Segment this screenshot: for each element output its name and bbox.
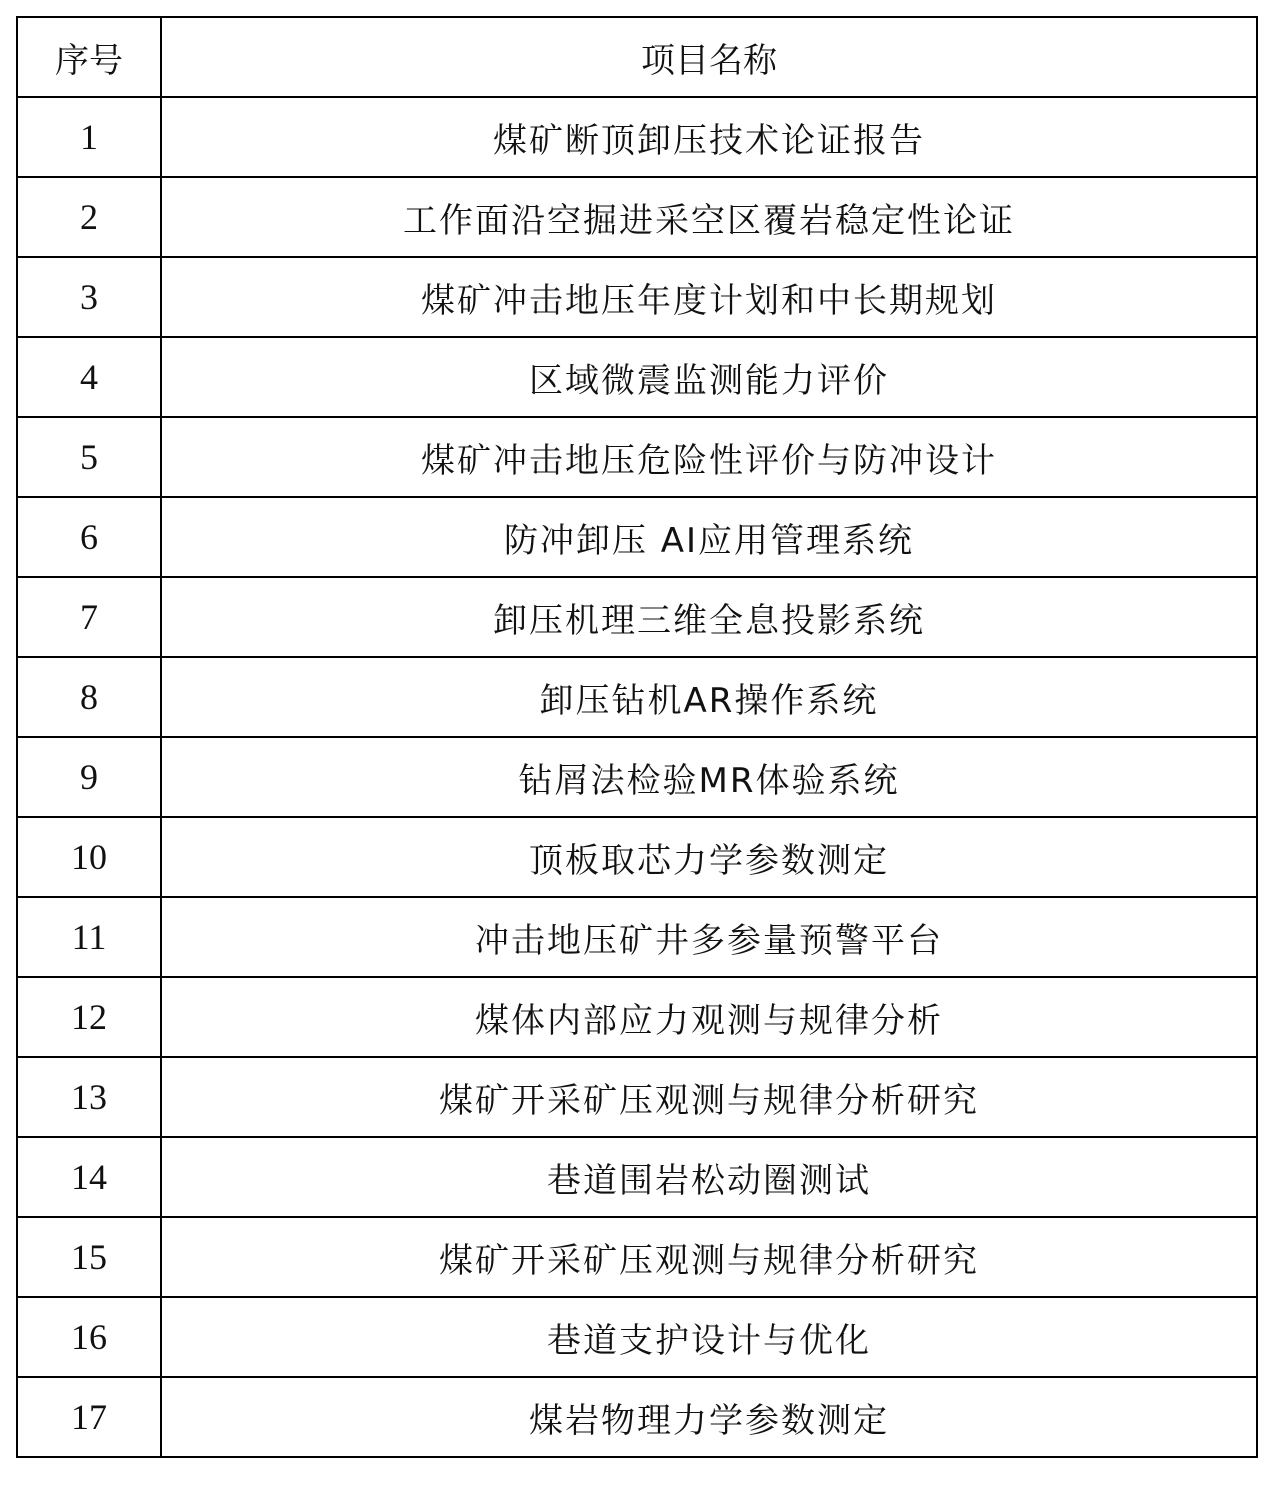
row-name-cell: 煤岩物理力学参数测定 bbox=[161, 1377, 1257, 1457]
table-row bbox=[17, 1297, 1257, 1377]
row-name-cell: 巷道支护设计与优化 bbox=[161, 1297, 1257, 1377]
table-row bbox=[17, 1137, 1257, 1217]
row-index-cell: 16 bbox=[17, 1297, 161, 1377]
row-index-cell: 9 bbox=[17, 737, 161, 817]
row-name-cell: 顶板取芯力学参数测定 bbox=[161, 817, 1257, 897]
header-index: 序号 bbox=[17, 17, 161, 97]
table-row bbox=[17, 737, 1257, 817]
row-name-cell: 工作面沿空掘进采空区覆岩稳定性论证 bbox=[161, 177, 1257, 257]
row-index-cell: 11 bbox=[17, 897, 161, 977]
row-index-cell: 4 bbox=[17, 337, 161, 417]
row-index-cell: 12 bbox=[17, 977, 161, 1057]
row-index-cell: 1 bbox=[17, 97, 161, 177]
row-index-cell: 6 bbox=[17, 497, 161, 577]
row-index-cell: 14 bbox=[17, 1137, 161, 1217]
row-name-cell: 区域微震监测能力评价 bbox=[161, 337, 1257, 417]
table-row bbox=[17, 497, 1257, 577]
row-name-cell: 钻屑法检验MR体验系统 bbox=[161, 737, 1257, 817]
row-index-cell: 5 bbox=[17, 417, 161, 497]
row-index-cell: 8 bbox=[17, 657, 161, 737]
table-row bbox=[17, 177, 1257, 257]
row-name-cell: 煤矿开采矿压观测与规律分析研究 bbox=[161, 1217, 1257, 1297]
table-row bbox=[17, 257, 1257, 337]
row-name-cell: 卸压钻机AR操作系统 bbox=[161, 657, 1257, 737]
table-row bbox=[17, 417, 1257, 497]
row-index-cell: 10 bbox=[17, 817, 161, 897]
header-name: 项目名称 bbox=[161, 17, 1257, 97]
table-row bbox=[17, 337, 1257, 417]
row-name-cell: 煤矿断顶卸压技术论证报告 bbox=[161, 97, 1257, 177]
project-table-container bbox=[16, 16, 1258, 1458]
table-row bbox=[17, 97, 1257, 177]
row-name-cell: 卸压机理三维全息投影系统 bbox=[161, 577, 1257, 657]
table-row bbox=[17, 1377, 1257, 1457]
table-body bbox=[17, 97, 1257, 1457]
table-header-row bbox=[17, 17, 1257, 97]
table-row bbox=[17, 657, 1257, 737]
project-table bbox=[16, 16, 1258, 1458]
row-index-cell: 13 bbox=[17, 1057, 161, 1137]
row-index-cell: 15 bbox=[17, 1217, 161, 1297]
table-row bbox=[17, 577, 1257, 657]
table-row bbox=[17, 1217, 1257, 1297]
row-index-cell: 3 bbox=[17, 257, 161, 337]
table-row bbox=[17, 817, 1257, 897]
row-name-cell: 煤体内部应力观测与规律分析 bbox=[161, 977, 1257, 1057]
table-row bbox=[17, 977, 1257, 1057]
row-index-cell: 17 bbox=[17, 1377, 161, 1457]
row-name-cell: 巷道围岩松动圈测试 bbox=[161, 1137, 1257, 1217]
row-name-cell: 冲击地压矿井多参量预警平台 bbox=[161, 897, 1257, 977]
row-index-cell: 7 bbox=[17, 577, 161, 657]
row-index-cell: 2 bbox=[17, 177, 161, 257]
row-name-cell: 煤矿冲击地压年度计划和中长期规划 bbox=[161, 257, 1257, 337]
table-row bbox=[17, 1057, 1257, 1137]
table-row bbox=[17, 897, 1257, 977]
row-name-cell: 煤矿开采矿压观测与规律分析研究 bbox=[161, 1057, 1257, 1137]
row-name-cell: 防冲卸压 AI应用管理系统 bbox=[161, 497, 1257, 577]
row-name-cell: 煤矿冲击地压危险性评价与防冲设计 bbox=[161, 417, 1257, 497]
